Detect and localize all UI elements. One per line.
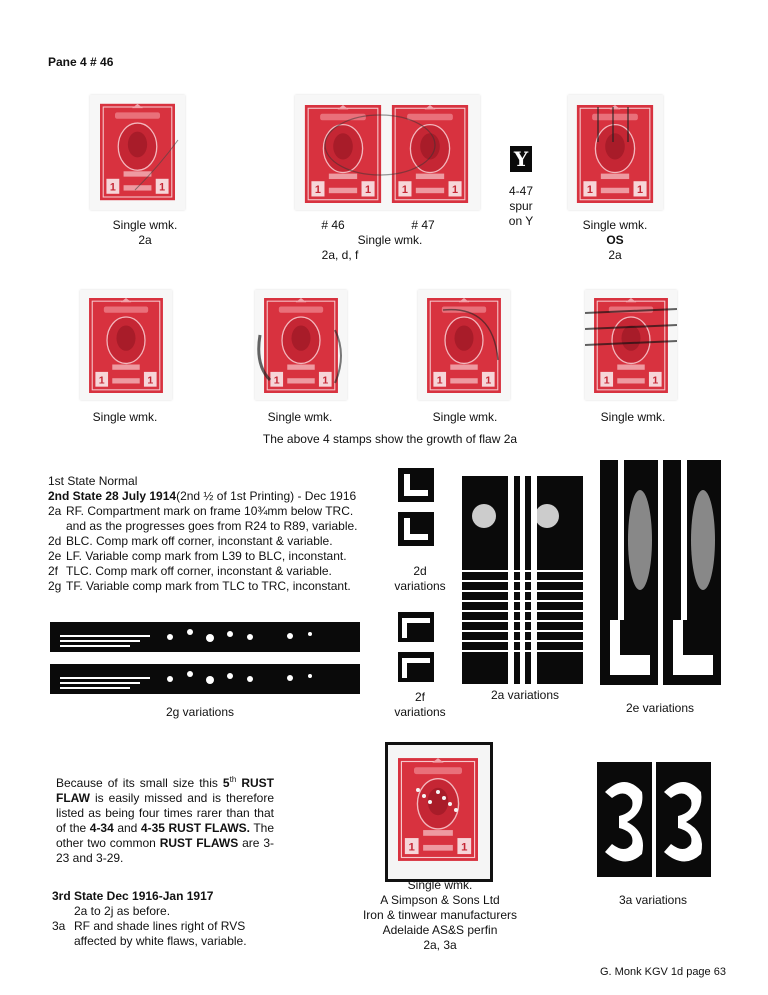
label-2d: 2d variations (394, 564, 446, 593)
variation-2a-1 (462, 476, 520, 684)
caption-r2-4: Single wmk. (600, 410, 666, 424)
variation-2e-1 (600, 460, 658, 685)
pane-title: Pane 4 # 46 (48, 55, 114, 69)
label-2g: 2g variations (165, 705, 235, 719)
variation-2d-2 (398, 512, 434, 546)
variation-3a-1 (597, 762, 652, 877)
label-47: # 47 (411, 218, 435, 232)
perfin-stamp-frame (385, 742, 493, 882)
stamp-card-os (568, 95, 663, 210)
stamp-pair-card (295, 95, 480, 210)
label-2e: 2e variations (625, 701, 695, 715)
label-2a: 2a variations (490, 688, 560, 702)
page-footer: G. Monk KGV 1d page 63 (600, 966, 726, 978)
caption-r2-2: Single wmk. (267, 410, 333, 424)
os-perfin-marks (588, 107, 648, 147)
perfin-holes (408, 780, 468, 830)
variation-2a-2 (525, 476, 583, 684)
stamp-card-r2-1 (80, 290, 172, 400)
label-2f: 2f variations (394, 690, 446, 719)
caption-s1: Single wmk. 2a (112, 218, 178, 247)
rust-flaw-paragraph: Because of its small size this 5th RUST FLAW is easily missed and is therefore listed as being four times rarer than that of the 4-34 and 4-35 RUST FLAWS. The other two common RUST FLAWS are 3-23 and 3-29. (56, 775, 275, 865)
stamp-card-r2-4 (585, 290, 677, 400)
variation-2g-strip-1 (50, 622, 360, 652)
caption-pair-flaws: 2a, d, f (321, 248, 359, 262)
caption-r2-3: Single wmk. (432, 410, 498, 424)
caption-os: Single wmk. OS 2a (582, 218, 648, 262)
caption-r2-1: Single wmk. (92, 410, 158, 424)
variation-2e-2 (663, 460, 721, 685)
third-state-block: 3rd State Dec 1916-Jan 1917 2a to 2j as before. 3a RF and shade lines right of RVS affected by white flaws, variable. (52, 889, 247, 948)
flaw-growth-note: The above 4 stamps show the growth of flaw 2a (262, 432, 518, 446)
cancel-marks (433, 300, 503, 370)
stamp-card-1 (90, 95, 185, 210)
cancel-bars (585, 305, 677, 355)
stamp-card-r2-2 (255, 290, 347, 400)
stamp-image (88, 298, 164, 393)
variation-2g-strip-2 (50, 664, 360, 694)
cancel-marks (130, 135, 180, 195)
variation-2d-1 (398, 468, 434, 502)
caption-perfin: Single wmk. A Simpson & Sons Ltd Iron & tinwear manufacturers Adelaide AS&S perfin 2a, 3a (362, 878, 518, 952)
stamp-card-r2-3 (418, 290, 510, 400)
cancel-marks (305, 105, 475, 205)
caption-spur: 4-47 spur on Y (508, 184, 534, 228)
label-46: # 46 (321, 218, 345, 232)
cancel-marks (255, 325, 347, 385)
label-3a: 3a variations (618, 893, 688, 907)
states-block: 1st State Normal 2nd State 28 July 1914(2nd ½ of 1st Printing) - Dec 1916 2a RF. Compartment mark on frame 10¾mm below TRC. and as the progresses goes from R24 to R89, variable. 2d BLC. Comp mark off corner, inconstant & variable. 2e LF. Variable comp mark from L39 to BLC, inconstant. 2f TLC. Comp mark off corner, inconstant & variable. 2g TF. Variable comp mark from TLC to TRC, inconstant. (48, 474, 358, 593)
variation-3a-2 (656, 762, 711, 877)
caption-pair: Single wmk. (357, 233, 423, 247)
variation-2f-1 (398, 612, 434, 642)
spur-y-icon: Y (510, 146, 532, 172)
variation-2f-2 (398, 652, 434, 682)
